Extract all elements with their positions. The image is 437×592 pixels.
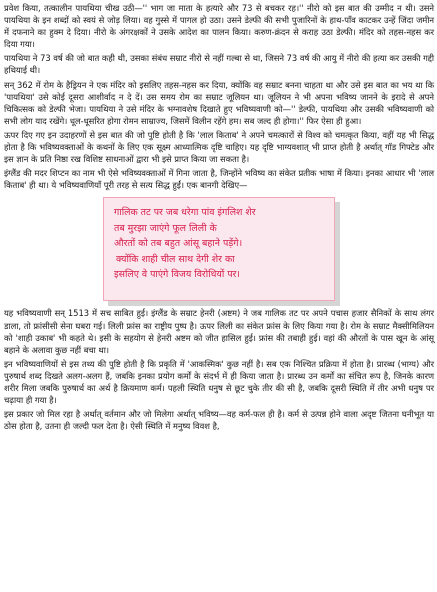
verse-line: क्योंकि शाही चील साथ देगी शेर का (116, 253, 235, 265)
paragraph: यह भविष्यवाणी सन् 1513 में सच साबित हुई। इंग्लैंड के सम्राट हेनरी (अष्टम) ने जब गालिक तट पर अपने पचास हजार सैनिकों के साथ लंगर डाला, तो फ्रांसीसी सेना घबरा गई। लिली फ्रांस का राष्ट्रीय पुष्प है। ऊपर लिली का संकेत फ्रांस के लिए किया गया है। रोम के सम्राट मैक्सीमिलियन को 'शाही उकाब' भी कहते थे। इसी के सहयोग से हेनरी अष्टम को जीत हासिल हुई। फ्रांस की तबाही हुई। वहां की औरतों के पास खून के आंसू बहाने के अलावा कुछ नहीं बचा था। (4, 308, 434, 355)
paragraph: ऊपर दिए गए इन उदाहरणों से इस बात की जो पुष्टि होती है कि 'लाल किताब' ने अपने चमत्कारों से विश्व को चमत्कृत किया, वहीं यह भी सिद्ध होता है कि भविष्यवक्ताओं के कथनों के लिए एक सूक्ष्म आध्यात्मिक दृष्टि चाहिए। यह दृष्टि भाग्यवशात् भी प्राप्त होती है अर्थात् गॉड गिफ्टेड और इस ज्ञान के प्रति निष्ठा रख विशिष्ट साधनाओं द्वारा भी इसे प्राप्त किया जा सकता है। (4, 129, 434, 165)
verse-line: गालिक तट पर जब धरेगा पांव इंगलिश शेर (114, 207, 256, 219)
verse-line: तब मुरझा जाएंगे फूल लिली के (114, 222, 217, 234)
verse-line: इसलिए वे पाएंगे विजय विरोधियों पर। (114, 269, 240, 281)
verse-line: औरतों को तब बहुत आंसू बहाने पड़ेंगे। (114, 238, 243, 250)
paragraph: सन् 362 में रोम के हैड्रियन ने एक मंदिर को इसलिए तहस-नहस कर दिया, क्योंकि वह सम्राट बनना चाहता था और उसे इस बात का भय था कि 'पायथिया' उसे कोई दूसरा आशीर्वाद न दे दें। उस समय रोम का सम्राट जूलियन था। जूलियन ने भी अपना भविष्य जानने के इरादे से अपने चिकित्सक को डेल्फी भेजा। पायथिया ने उसे मंदिर के भग्नावशेष दिखाते हुए भविष्यवाणी को—'' डेल्फी, पायथिया और उसकी भविष्यवाणी को सभी लोग याद रखेंगे। धूल-धूसरित होगा रोमन साम्राज्य, जिसमें विलीन रहेंगे हम। सब जल्द ही होगा।'' फिर ऐसा ही हुआ। (4, 79, 434, 126)
paragraph: इन भविष्यवाणियों से इस तथ्य की पुष्टि होती है कि प्रकृति में 'आकस्मिक' कुछ नहीं है। सब एक निश्चित प्रक्रिया में होता है। प्रारब्ध (भाग्य) और पुरुषार्थ शब्द दिखते अलग-अलग हैं, जबकि इनका प्रयोग कर्मों के संदर्भ में ही किया जाता है। प्रारब्ध उन कर्मों का संचित रूप है, जिनके कारण शरीर मिला जबकि पुरुषार्थ का अर्थ है क्रियमाण कर्म। पहली स्थिति धनुष से छूट चुके तीर की सी है, जबकि दूसरी स्थिति में तीर अभी धनुष पर चढ़ाया ही गया है। (4, 358, 434, 406)
paragraph: इस प्रकार जो मिल रहा है अर्थात् वर्तमान और जो मिलेगा अर्थात् भविष्य—वह कर्म-फल ही है। कर्म से उत्पन्न होने वाला अदृष्ट जितना घनीभूत या ठोस होता है, उतना ही जल्दी फल देता है। ऐसी स्थिति में मनुष्य विवश है, (4, 409, 434, 432)
paragraph: पायथिया ने 73 वर्ष की जो बात कही थी, उसका संबंध सम्राट नीरो से नहीं गल्बा से था, जिसने 73 वर्ष की आयु में नीरो की हत्या कर उसकी गद्दी हथियाई थी। (4, 53, 434, 76)
paragraph: प्रवेश किया, तत्कालीन पायथिया चीख उठी—'' भाग जा माता के हत्यारे और 73 से बचकर रह।'' नीरो को इस बात की उम्मीद न थी। उसने पायथिया के इन शब्दों को स्वयं से जोड़ लिया। वह गुस्से में पागल हो उठा। उसने डेल्फी की सभी पुजारिनों के हाथ-पाँव काटकर उन्हें जिंदा जमीन में दफनाने का हुक्म दे दिया। नीरो के अंगरक्षकों ने उसके आदेश का पालन किया। करुण-क्रंदन से कराह उठा डेल्फी। मंदिर को तहस-नहस कर दिया गया। (4, 3, 434, 50)
prophecy-verse-box (103, 197, 335, 301)
paragraph: इंग्लैंड की मदर शिप्टन का नाम भी ऐसे भविष्यवक्ताओं में गिना जाता है, जिन्होंने भविष्य का संकेत प्रतीक भाषा में किया। इनका आधार भी 'लाल किताब' ही था। ये भविष्यवाणियाँ पूरी तरह से सत्य सिद्ध हुईं। एक बानगी देखिए— (4, 168, 434, 191)
page-body (4, 2, 434, 434)
